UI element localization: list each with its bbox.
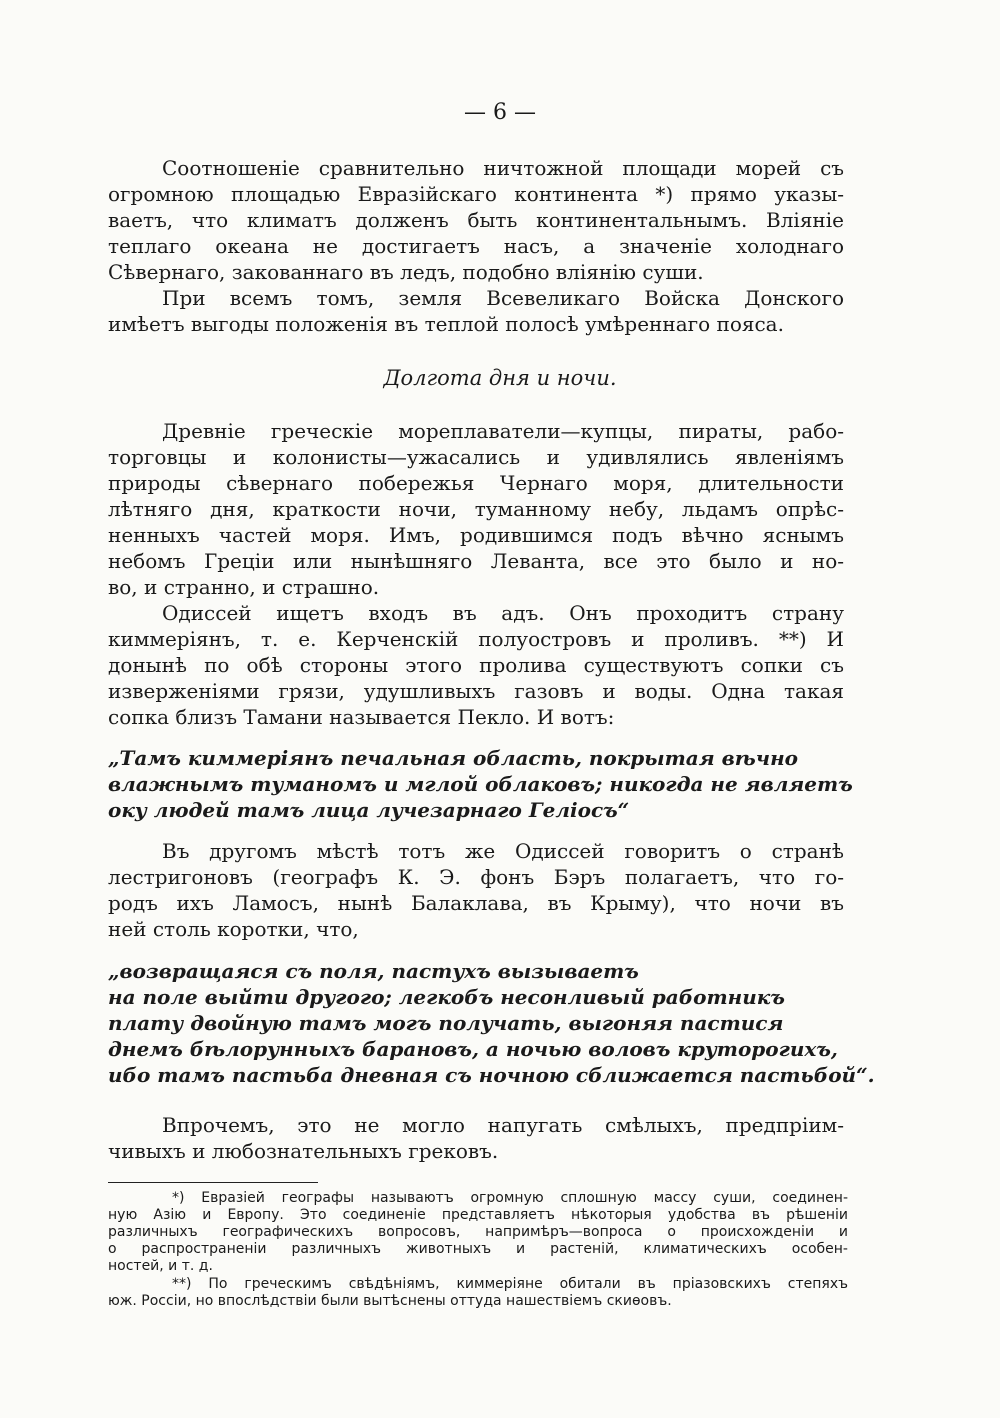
page-number: — 6 —	[464, 100, 536, 125]
footnote-line: ную Азію и Европу. Это соединеніе представляетъ нѣкоторыя удобства въ рѣшеніи	[108, 1207, 848, 1223]
text-line: имѣетъ выгоды положенія въ теплой полосѣ умѣреннаго пояса.	[108, 312, 784, 336]
footnote-line: различныхъ географическихъ вопросовъ, напримѣръ—вопроса о происхожденіи и	[108, 1224, 848, 1240]
text-line: чивыхъ и любознательныхъ грековъ.	[108, 1139, 499, 1163]
text-line: огромною площадью Евразійскаго континента *) прямо указы-	[108, 182, 844, 206]
text-line: Сѣвернаго, закованнаго въ ледъ, подобно вліянію суши.	[108, 260, 704, 284]
text-line: донынѣ по обѣ стороны этого пролива существуютъ сопки съ	[108, 653, 844, 677]
quote-line: на поле выйти другого; легкобъ несонливый работникъ	[108, 985, 785, 1009]
footnote-separator	[108, 1182, 318, 1183]
text-line: лестригоновъ (географъ К. Э. фонъ Бэръ полагаетъ, что го-	[108, 865, 844, 889]
text-line: сопка близъ Тамани называется Пекло. И вотъ:	[108, 705, 615, 729]
text-line: Одиссей ищетъ входъ въ адъ. Онъ проходитъ страну	[162, 601, 844, 625]
text-line: Впрочемъ, это не могло напугать смѣлыхъ, предпріим-	[162, 1113, 844, 1137]
footnote-line: о распространеніи различныхъ животныхъ и растеній, климатическихъ особен-	[108, 1241, 848, 1257]
text-line: родъ ихъ Ламосъ, нынѣ Балаклава, въ Крыму), что ночи въ	[108, 891, 844, 915]
text-line: природы сѣвернаго побережья Чернаго моря, длительности	[108, 471, 844, 495]
text-line: торговцы и колонисты—ужасались и удивлялись явленіямъ	[108, 445, 844, 469]
text-line: При всемъ томъ, земля Всевеликаго Войска Донского	[162, 286, 844, 310]
quote-line: влажнымъ туманомъ и мглой облаковъ; никогда не являетъ	[108, 772, 853, 796]
footnote-line: **) По греческимъ свѣдѣніямъ, киммеріяне обитали въ пріазовскихъ степяхъ	[172, 1276, 848, 1292]
text-line: во, и странно, и страшно.	[108, 575, 380, 599]
text-line: изверженіями грязи, удушливыхъ газовъ и воды. Одна такая	[108, 679, 844, 703]
text-line: лѣтняго дня, краткости ночи, туманному небу, льдамъ опрѣс-	[108, 497, 844, 521]
text-line: Соотношеніе сравнительно ничтожной площади морей съ	[162, 156, 844, 180]
quote-line: оку людей тамъ лица лучезарнаго Геліосъ“	[108, 798, 630, 822]
text-line: Древніе греческіе мореплаватели—купцы, пираты, рабо-	[162, 419, 844, 443]
quote-line: днемъ бѣлорунныхъ барановъ, а ночью воловъ круторогихъ,	[108, 1037, 838, 1061]
footnote-line: ностей, и т. д.	[108, 1258, 213, 1274]
section-heading: Долгота дня и ночи.	[383, 366, 617, 390]
quote-line: „возвращаяся съ поля, пастухъ вызываетъ	[108, 959, 639, 983]
text-line: ваетъ, что климатъ долженъ быть континентальнымъ. Вліяніе	[108, 208, 844, 232]
quote-line: плату двойную тамъ могъ получать, выгоняя пастися	[108, 1011, 784, 1035]
text-line: небомъ Греціи или нынѣшняго Леванта, все это было и но-	[108, 549, 844, 573]
text-line: теплаго океана не достигаетъ насъ, а значеніе холоднаго	[108, 234, 844, 258]
footnote-line: *) Евразіей географы называютъ огромную сплошную массу суши, соединен-	[172, 1190, 848, 1206]
quote-line: „Тамъ киммеріянъ печальная область, покрытая вѣчно	[108, 746, 798, 770]
footnote-line: юж. Россіи, но впослѣдствіи были вытѣснены оттуда нашествіемъ скиѳовъ.	[108, 1293, 672, 1309]
text-line: ней столь коротки, что,	[108, 917, 359, 941]
quote-line: ибо тамъ пастьба дневная съ ночною сближается пастьбой“.	[108, 1063, 875, 1087]
text-line: ненныхъ частей моря. Имъ, родившимся подъ вѣчно яснымъ	[108, 523, 844, 547]
text-line: Въ другомъ мѣстѣ тотъ же Одиссей говоритъ о странѣ	[162, 839, 844, 863]
text-line: киммеріянъ, т. е. Керченскій полуостровъ и проливъ. **) И	[108, 627, 844, 651]
